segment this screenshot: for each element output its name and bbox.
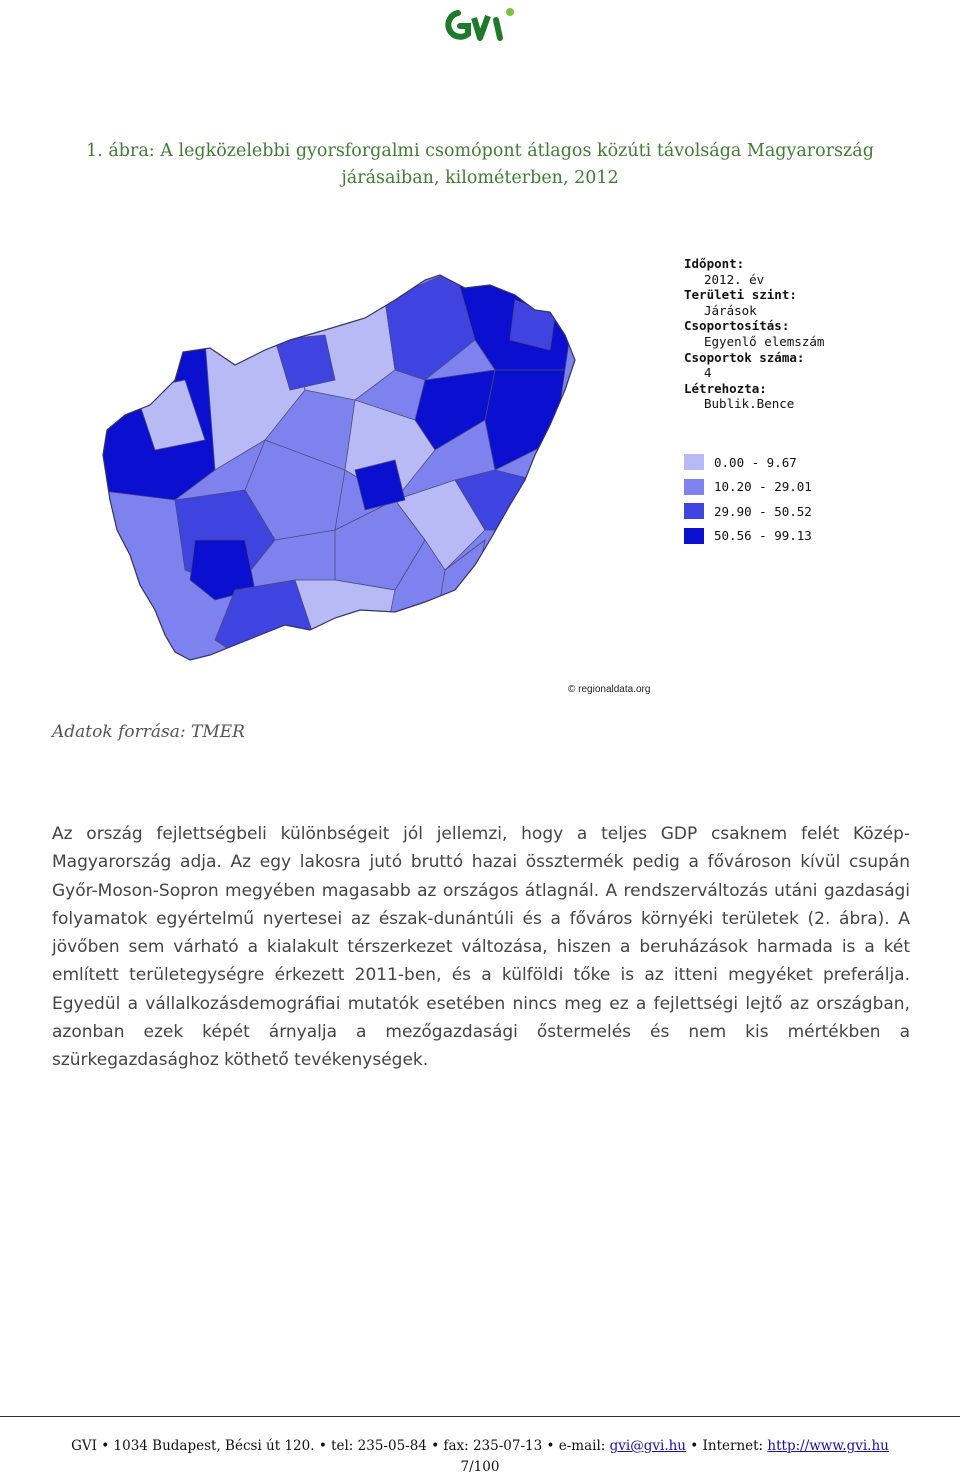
source-label: Adatok forrása:: [52, 722, 186, 742]
page-footer: GVI • 1034 Budapest, Bécsi út 120. • tel: 235-05-84 • fax: 235-07-13 • e-mail: gvi@gvi.hu • Internet: http://www.gvi.hu: [71, 1438, 889, 1454]
figure-title-line2: járásaiban, kilométerben, 2012: [341, 168, 619, 188]
legend-item: [684, 450, 812, 475]
footer-divider: [0, 1416, 960, 1417]
meta-level-key: Területi szint:: [684, 287, 797, 303]
footer-internet-label: Internet:: [702, 1438, 764, 1454]
map-credit: © regionaldata.org: [568, 684, 651, 695]
footer-website-link[interactable]: http://www.gvi.hu: [767, 1438, 889, 1454]
footer-tel: tel: 235-05-84: [331, 1438, 427, 1454]
footer-email-label: e-mail:: [558, 1438, 606, 1454]
legend-swatch: [684, 479, 704, 495]
meta-grouping-value: Egyenlő elemszám: [704, 333, 825, 349]
meta-grouping-key: Csoportosítás:: [684, 318, 790, 334]
legend-label: 29.90 - 50.52: [714, 503, 812, 519]
figure-source: [52, 722, 245, 742]
legend-label: 50.56 - 99.13: [714, 528, 812, 544]
meta-groups-key: Csoportok száma:: [684, 349, 805, 365]
body-paragraph: Az ország fejlettségbeli különbségeit jól jellemzi, hogy a teljes GDP csaknem felét Közép-Magyarország adja. Az egy lakosra jutó bruttó hazai össztermék pedig a fővároson kívül csupán Győr-Moson-Sopron megyében magasabb az országos átlagnál. A rendszerváltozás utáni gazdasági folyamatok egyértelmű nyertesei az észak-dunántúli és a főváros környéki területek (2. ábra). A jövőben sem várható a kialakult térszerkezet változása, hiszen a beruházások harmada is a két említett területegységre érkezett 2011-ben, és a külföldi tőke is az itteni megyéket preferálja. Egyedül a vállalkozásdemográfiai mutatók esetében nincs meg ez a fejlettségi lejtő az országban, azonban ezek képét árnyalja a mezőgazdasági őstermelés és nem kis mértékben a szürkegazdasághoz köthető tevékenységek.: [52, 824, 910, 1071]
footer-org: GVI: [71, 1438, 97, 1454]
meta-date-value: 2012. év: [704, 271, 765, 287]
legend-swatch: [684, 503, 704, 519]
legend-swatch: [684, 528, 704, 544]
meta-date-key: Időpont:: [684, 256, 745, 271]
footer-email-link[interactable]: gvi@gvi.hu: [609, 1438, 686, 1454]
meta-author-key: Létrehozta:: [684, 380, 767, 396]
meta-groups-value: 4: [704, 365, 712, 381]
footer-address: 1034 Budapest, Bécsi út 120.: [113, 1438, 315, 1454]
figure-title: [60, 138, 900, 192]
page-number: 7/100: [460, 1459, 500, 1475]
meta-author-value: Bublik.Bence: [704, 396, 795, 412]
hungary-district-map: [95, 240, 670, 670]
legend-item: [684, 524, 812, 549]
map-metadata: [684, 256, 824, 412]
legend-label: 0.00 - 9.67: [714, 454, 797, 470]
map-legend: [684, 450, 812, 548]
gvi-logo: [444, 4, 518, 46]
footer-fax: fax: 235-07-13: [443, 1438, 543, 1454]
legend-item: [684, 475, 812, 500]
figure-title-line1: 1. ábra: A legközelebbi gyorsforgalmi csomópont átlagos közúti távolsága Magyarország: [86, 141, 874, 161]
legend-item: [684, 499, 812, 524]
legend-swatch: [684, 454, 704, 470]
legend-label: 10.20 - 29.01: [714, 479, 812, 495]
source-value: TMER: [190, 722, 245, 742]
meta-level-value: Járások: [704, 302, 757, 318]
